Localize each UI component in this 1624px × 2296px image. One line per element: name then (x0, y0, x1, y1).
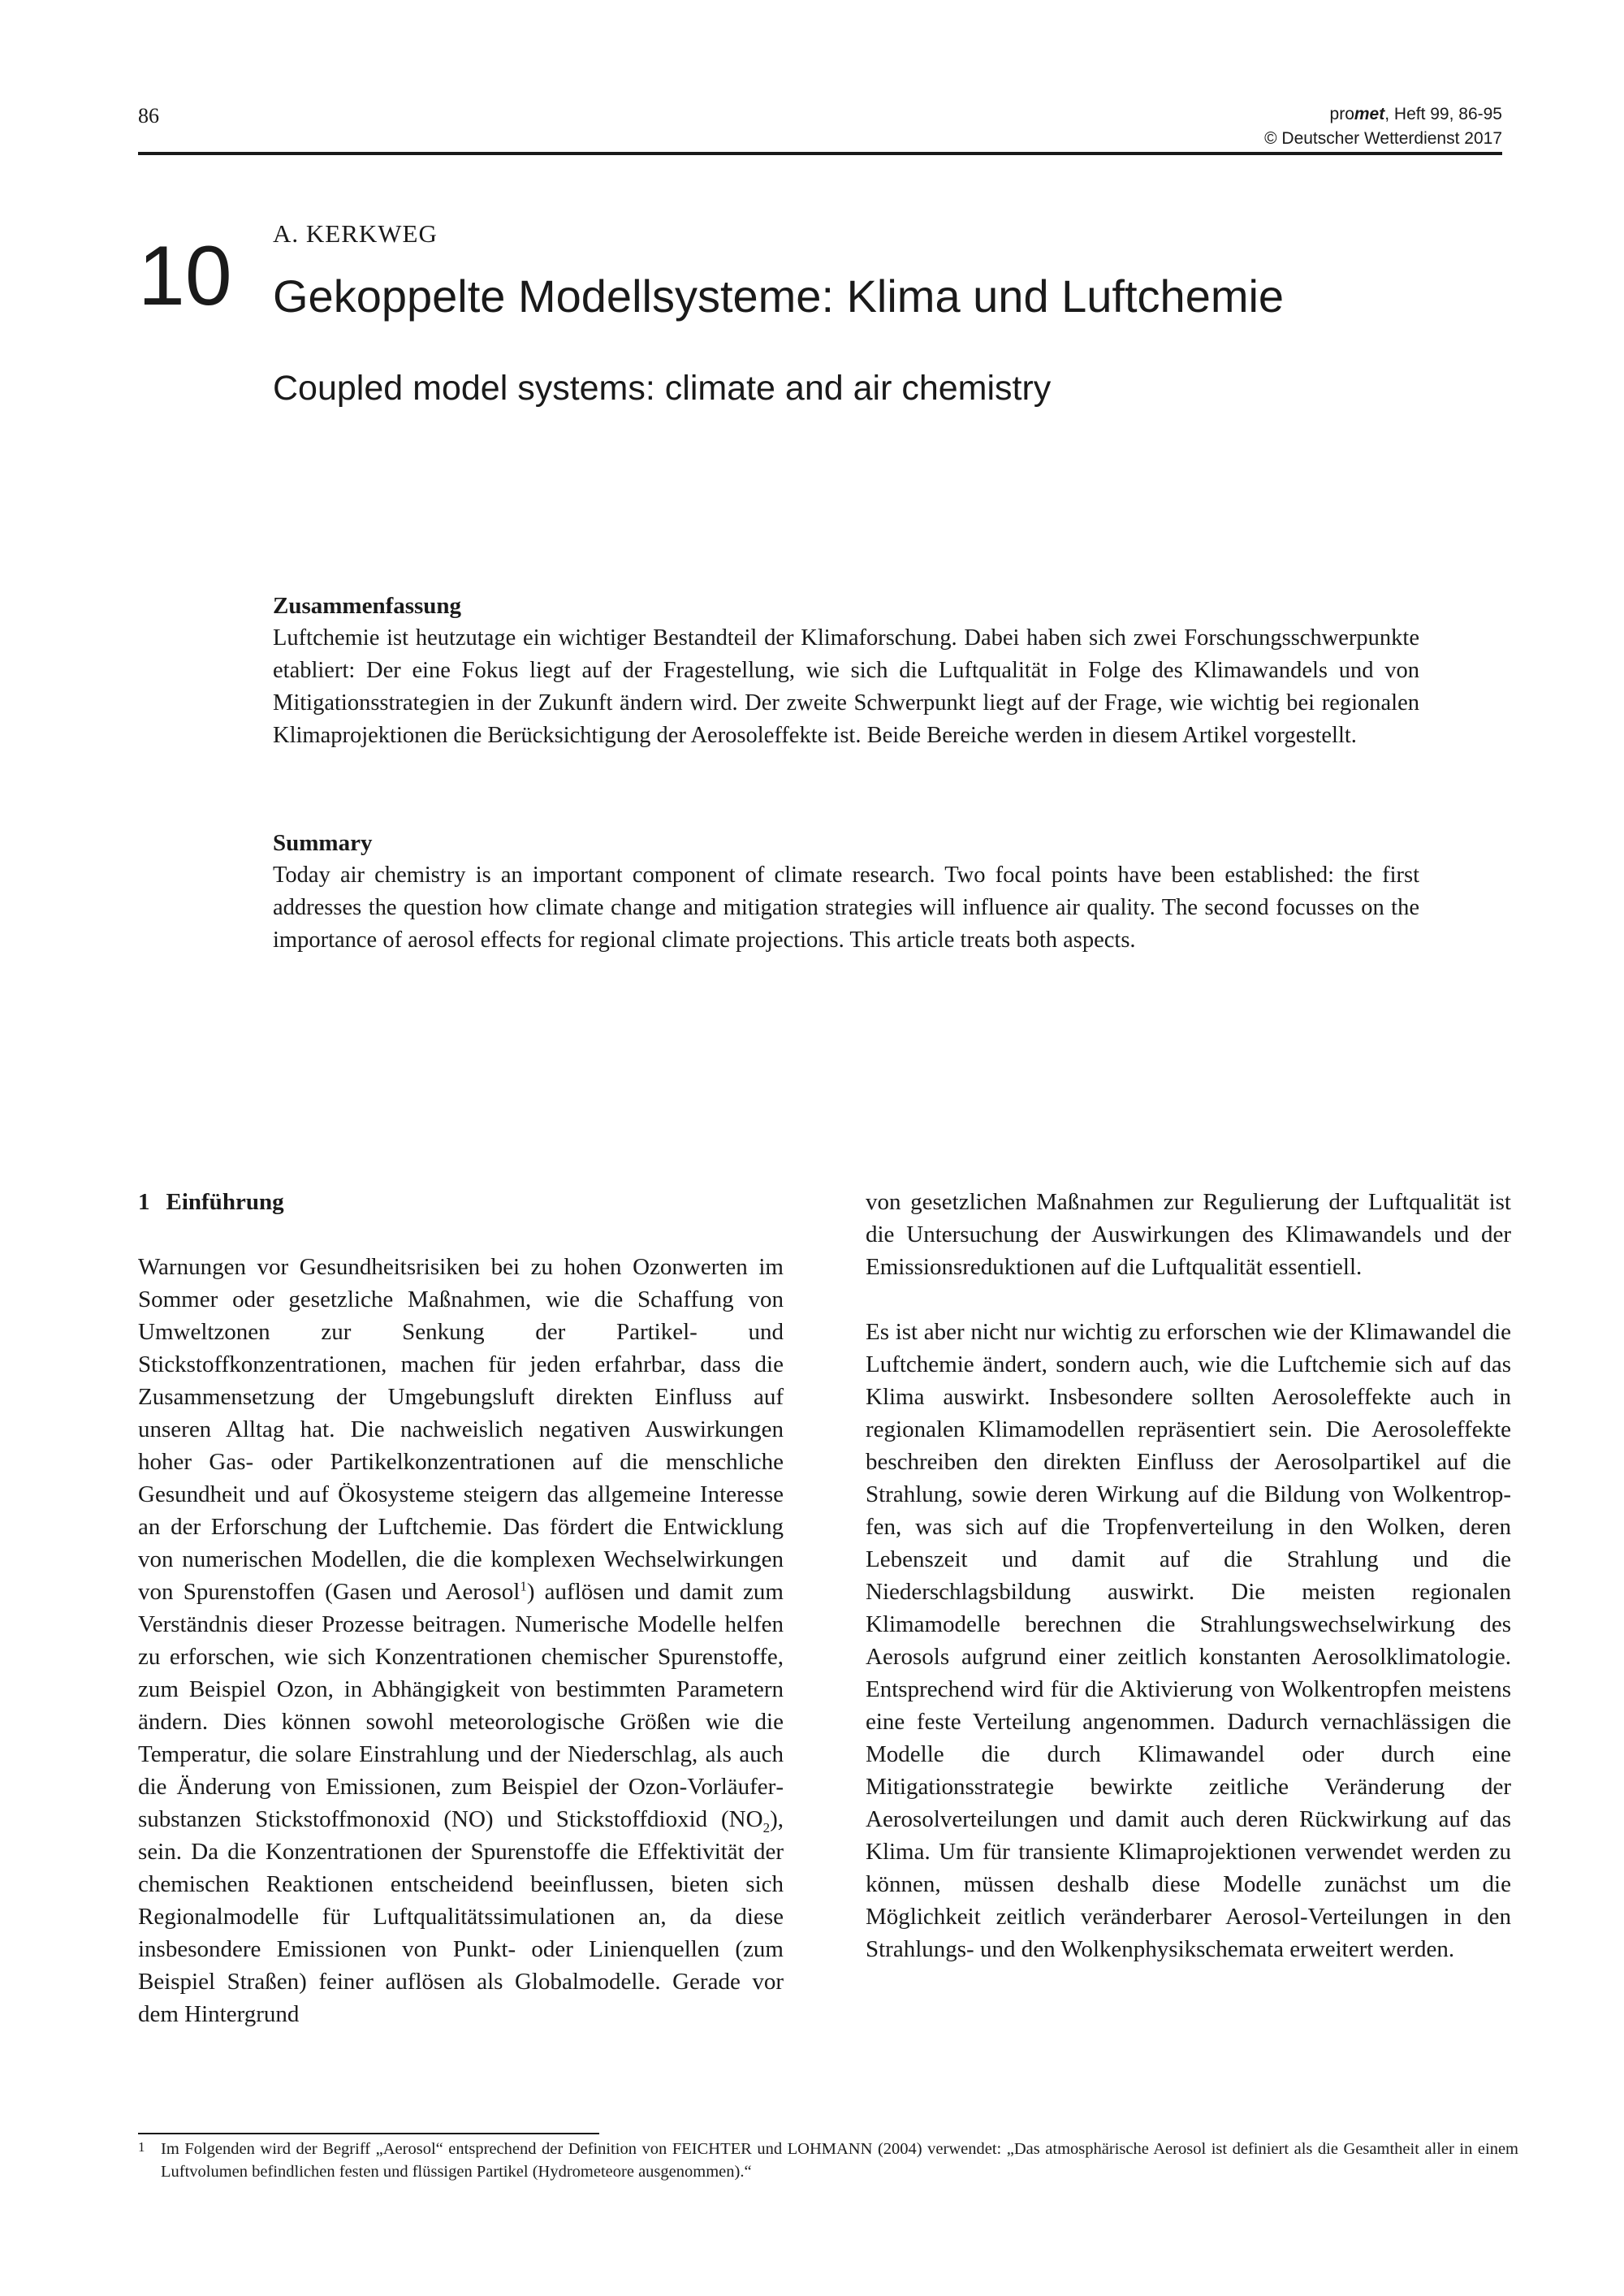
footnote-text: Im Folgenden wird der Begriff „Aerosol“ entsprechend der Definition von FEICHTER und LOHMANN (2004) verwendet: „Das atmosphärische Aerosol ist definiert als die Gesamtheit aller in einem Luftvolumen befindlichen festen und flüssigen Partikel (Hydrometeore ausgenommen).“ (161, 2140, 1518, 2181)
section-title: Einführung (166, 1189, 284, 1215)
chapter-number: 10 (138, 229, 232, 323)
paragraph-text: Warnungen vor Gesundheitsrisiken bei zu hohen Ozonwerten im Sommer oder gesetzliche Maßnahmen, wie die Schaffung von Umweltzonen zur Senkung der Partikel- und Stickstoffkonzentrationen, machen für jeden erfahrbar, dass die Zusammensetzung der Umgebungsluft direkten Einfluss auf unseren Alltag hat. Die nachweislich negativen Auswirkungen hoher Gas- oder Partikelkonzentrationen auf die menschliche Gesundheit und auf Ökosysteme steigern das allgemeine Interesse an der Erforschung der Luftchemie. Das fördert die Entwicklung von numerischen Modellen, die die komplexen Wechselwirkungen von Spurenstoffen (Gasen und Aerosol (138, 1254, 784, 1605)
paragraph-text: ), sein. Da die Konzentrationen der Spurenstoffe die Effektivität der chemischen Reaktionen entscheidend beeinflussen, bieten sich Regionalmodelle für Luftqualitätssimulationen an, da diese insbesondere Emissionen von Punkt- oder Linienquellen (zum Beispiel Straßen) feiner auflösen als Globalmodelle. Gerade vor dem Hintergrund (138, 1806, 784, 2027)
abstract-english-heading: Summary (273, 830, 373, 856)
paragraph-text: ) auflösen und damit zum Verständnis dieser Prozesse beitragen. Numerische Modelle helfen zu erforschen, wie sich Konzentrationen chemischer Spurenstoffe, zum Beispiel Ozon, in Abhängigkeit von bestimmten Parametern ändern. Dies können sowohl meteorologische Größen wie die Temperatur, die solare Einstrahlung und der Niederschlag, als auch die Änderung von Emissionen, zum Beispiel der Ozon-Vorläufersubstanzen Stickstoffmonoxid (NO) und Stickstoffdioxid (NO (138, 1579, 784, 1832)
footnote-rule (138, 2133, 599, 2134)
copyright-line: © Deutscher Wetterdienst 2017 (1264, 129, 1502, 148)
abstract-german-text: Luftchemie ist heutzutage ein wichtiger Bestandteil der Klimaforschung. Dabei haben sich zwei Forschungsschwerpunkte etabliert: Der eine Fokus liegt auf der Fragestellung, wie sich die Luftqualität in Folge des Klimawandels und von Mitigationsstrategien in der Zukunft ändern wird. Der zweite Schwerpunkt liegt auf der Frage, wie wichtig bei regionalen Klimaprojektionen die Berücksichtigung der Aerosoleffekte ist. Beide Bereiche werden in diesem Artikel vorgestellt. (273, 625, 1419, 748)
abstract-german (273, 590, 1419, 752)
journal-block (1264, 102, 1502, 151)
author: A. KERKWEG (273, 219, 438, 248)
right-column (866, 1186, 1511, 1965)
header-rule (138, 152, 1502, 155)
section-heading (138, 1186, 784, 1218)
left-column (138, 1186, 784, 2030)
body-paragraph-2: von gesetzlichen Maßnahmen zur Regulierung der Luftqualität ist die Untersuchung der Auswirkungen des Klimawandels und der Emissionsreduktionen auf die Luftqualität essentiell. (866, 1189, 1511, 1280)
article-title-de: Gekoppelte Modellsysteme: Klima und Luftchemie (273, 270, 1285, 322)
footnote-reference[interactable]: 1 (520, 1578, 527, 1594)
journal-issue: , Heft 99, 86-95 (1384, 105, 1502, 123)
abstract-english (273, 827, 1419, 957)
abstract-german-heading: Zusammenfassung (273, 593, 462, 619)
body-paragraph-1 (138, 1251, 784, 2030)
journal-citation (1264, 102, 1502, 127)
abstract-english-text: Today air chemistry is an important component of climate research. Two focal points have been established: the first addresses the question how climate change and mitigation strategies will influence air quality. The second focusses on the importance of aerosol effects for regional climate projections. This article treats both aspects. (273, 863, 1419, 953)
footnote-mark: 1 (138, 2139, 145, 2155)
journal-name-met: met (1354, 105, 1385, 123)
subscript: 2 (762, 1819, 771, 1836)
footnote (138, 2138, 1518, 2183)
body-paragraph-3: Es ist aber nicht nur wichtig zu erforschen wie der Klimawandel die Luftchemie ändert, sondern auch, wie die Luftchemie sich auf das Klima auswirkt. Insbesondere sollten Aerosoleffekte auch in regionalen Klimamodellen repräsentiert sein. Die Aerosoleffekte beschreiben den direkten Einfluss der Aerosolpartikel auf die Strahlung, sowie deren Wirkung auf die Bildung von Wolkentropfen, was sich auf die Tropfenverteilung in den Wolken, deren Lebenszeit und damit auf die Strahlung und die Niederschlagsbildung auswirkt. Die meisten regionalen Klimamodelle berechnen die Strahlungswechselwirkung des Aerosols aufgrund einer zeitlich konstanten Aerosolklimatologie. Entsprechend wird für die Aktivierung von Wolkentropfen meistens eine feste Verteilung angenommen. Dadurch vernachlässigen die Modelle die durch Klimawandel oder durch eine Mitigationsstrategie bewirkte zeitliche Veränderung der Aerosolverteilungen und damit auch deren Rückwirkung auf das Klima. Um für transiente Klimaprojektionen verwendet werden zu können, müssen deshalb diese Modelle zunächst um die Möglichkeit zeitlich veränderbarer Aerosol-Verteilungen in den Strahlungs- und den Wolkenphysikschemata erweitert werden. (866, 1319, 1511, 1962)
article-title-en: Coupled model systems: climate and air chemistry (273, 369, 1052, 408)
page-number: 86 (138, 104, 159, 128)
journal-name-pro: pro (1329, 105, 1354, 123)
section-number: 1 (138, 1189, 150, 1215)
